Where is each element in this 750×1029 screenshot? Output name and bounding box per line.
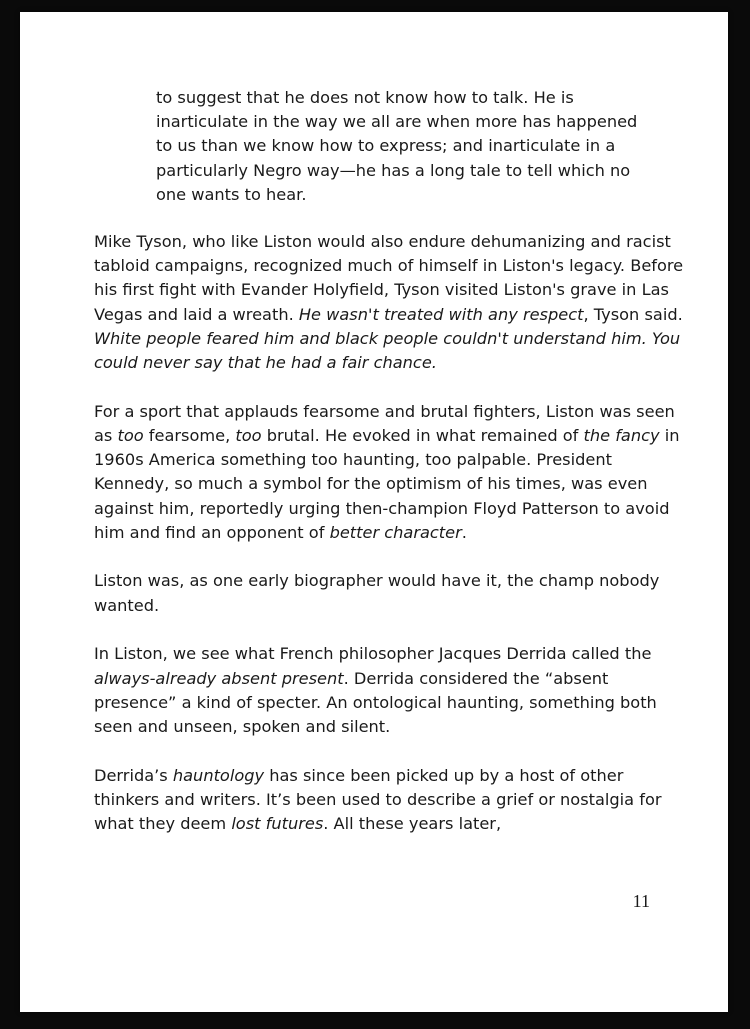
text-run: . Derrida considered the “absent presence” a kind of specter. An ontological haunting, something both seen and unseen, spoken and silent. — [94, 668, 657, 736]
text-run: , Tyson said. — [583, 304, 683, 324]
italic-run: the fancy — [583, 425, 660, 445]
block-quote: to suggest that he does not know how to talk. He is inarticulate in the way we all are when more has happened to us than we know how to express; and inarticulate in a particularly Negro way—he has a long tale to tell which no one wants to hear. — [156, 88, 638, 204]
italic-run: lost futures — [231, 814, 324, 834]
paragraph-derrida — [94, 642, 684, 739]
paragraph-champ — [94, 569, 684, 617]
paragraph-hauntology — [94, 764, 684, 837]
italic-run: hauntology — [172, 765, 265, 785]
text-run: . — [461, 522, 467, 542]
text-run: brutal. He evoked in what remained of — [261, 425, 584, 445]
italic-run: He wasn't treated with any respect — [298, 304, 584, 324]
document-page — [20, 12, 728, 1012]
italic-run: too — [117, 425, 144, 445]
paragraph-tyson — [94, 230, 684, 375]
text-run: Derrida’s — [94, 765, 173, 785]
italic-run: always-already absent present — [94, 668, 344, 688]
text-run: Liston was, as one early biographer would have it, the champ nobody wanted. — [94, 571, 660, 615]
text-run: has since been picked up by a host of other thinkers and writers. It’s been used to describe a grief or nostalgia for what they deem — [94, 765, 662, 834]
page-number: 11 — [632, 891, 650, 911]
text-run: . All these years later, — [323, 814, 502, 834]
italic-run: White people feared him and black people couldn't understand him. You could never say that he had a fair chance. — [94, 328, 681, 373]
italic-run: better character — [329, 522, 462, 542]
italic-run: too — [235, 425, 262, 445]
paragraph-fearsome — [94, 400, 684, 545]
text-run: in 1960s America something too haunting, too palpable. President Kennedy, so much a symbol for the optimism of his times, was even against him, reportedly urging then-champion Floyd Patterson to avoid him and find an opponent of — [94, 425, 680, 542]
text-run: Mike Tyson, who like Liston would also endure dehumanizing and racist tabloid campaigns, recognized much of himself in Liston's legacy. Before his first fight with Evander Holyfield, Tyson visited Liston's grave in Las Vegas and laid a wreath. — [94, 232, 684, 324]
text-run: fearsome, — [143, 425, 236, 445]
text-run: In Liston, we see what French philosopher Jacques Derrida called the — [94, 644, 652, 664]
text-run: For a sport that applauds fearsome and brutal fighters, Liston was seen as — [94, 401, 675, 445]
body-text — [94, 230, 684, 861]
